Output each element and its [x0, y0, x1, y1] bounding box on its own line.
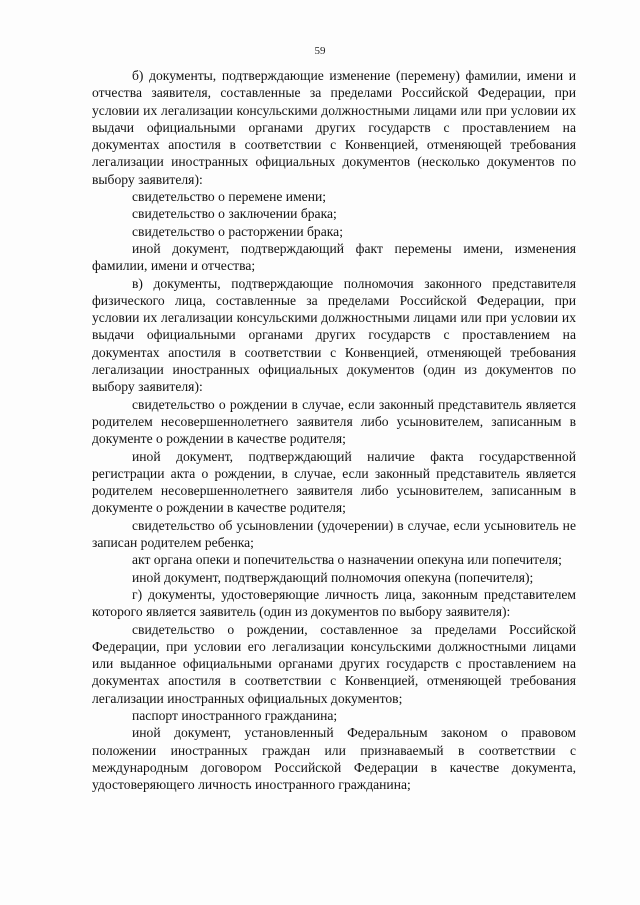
list-item-guardianship-act: акт органа опеки и попечительства о назначении опекуна или попечителя; — [132, 552, 562, 568]
list-item-foreign-passport: паспорт иностранного гражданина; — [132, 707, 338, 723]
paragraph-v-intro: в) документы, подтверждающие полномочия законного представителя физического лица, составленные за пределами Российской Федерации, при условии их легализации консульскими должностными лицами или при условии их выдачи официальными органами других государств с проставлением на документах апостиля в соответствии с Конвенцией, отменяющей требования легализации иностранных официальных документов (один из документов по выбору заявителя): — [92, 275, 576, 395]
list-item-birth-certificate-parent: свидетельство о рождении в случае, если законный представитель является родителем несовершеннолетнего заявителя либо усыновителем, записанным в документе о рождении в качестве родителя; — [92, 396, 576, 447]
page-number: 59 — [314, 45, 326, 57]
list-item-adoption-certificate: свидетельство об усыновлении (удочерении) в случае, если усыновитель не записан родителем ребенка; — [92, 517, 576, 551]
paragraph-b-intro: б) документы, подтверждающие изменение (перемену) фамилии, имени и отчества заявителя, составленные за пределами Российской Федерации, при условии их легализации консульскими должностными лицами или при условии их выдачи официальными органами других государств с проставлением на документах апостиля в соответствии с Конвенцией, отменяющей требования легализации иностранных официальных документов (несколько документов по выбору заявителя): — [92, 68, 576, 187]
list-item-guardian-authority-document: иной документ, подтверждающий полномочия опекуна (попечителя); — [132, 569, 534, 585]
list-item-name-change-certificate: свидетельство о перемене имени; — [132, 189, 327, 205]
document-body — [92, 67, 576, 793]
list-item-birth-registration-document: иной документ, подтверждающий наличие факта государственной регистрации акта о рождении, в случае, если законный представитель является родителем несовершеннолетнего заявителя либо усыновителем, записанным в документе о рождении в качестве родителя; — [92, 448, 576, 516]
paragraph-g-intro: г) документы, удостоверяющие личность лица, законным представителем которого является заявитель (один из документов по выбору заявителя): — [92, 586, 576, 620]
list-item-other-name-change-document: иной документ, подтверждающий факт перемены имени, изменения фамилии, имени и отчества; — [92, 240, 576, 274]
list-item-divorce-certificate: свидетельство о расторжении брака; — [132, 223, 343, 239]
list-item-marriage-certificate: свидетельство о заключении брака; — [132, 206, 337, 222]
list-item-other-identity-document: иной документ, установленный Федеральным законом о правовом положении иностранных граждан или признаваемый в соответствии с международным договором Российской Федерации в качестве документа, удостоверяющего личность иностранного гражданина; — [92, 725, 576, 793]
list-item-foreign-birth-certificate: свидетельство о рождении, составленное за пределами Российской Федерации, при условии его легализации консульскими должностными лицами или выданное официальными органами других государств с проставлением на документах апостиля в соответствии с Конвенцией, отменяющей требования легализации иностранных официальных документов; — [92, 621, 576, 706]
